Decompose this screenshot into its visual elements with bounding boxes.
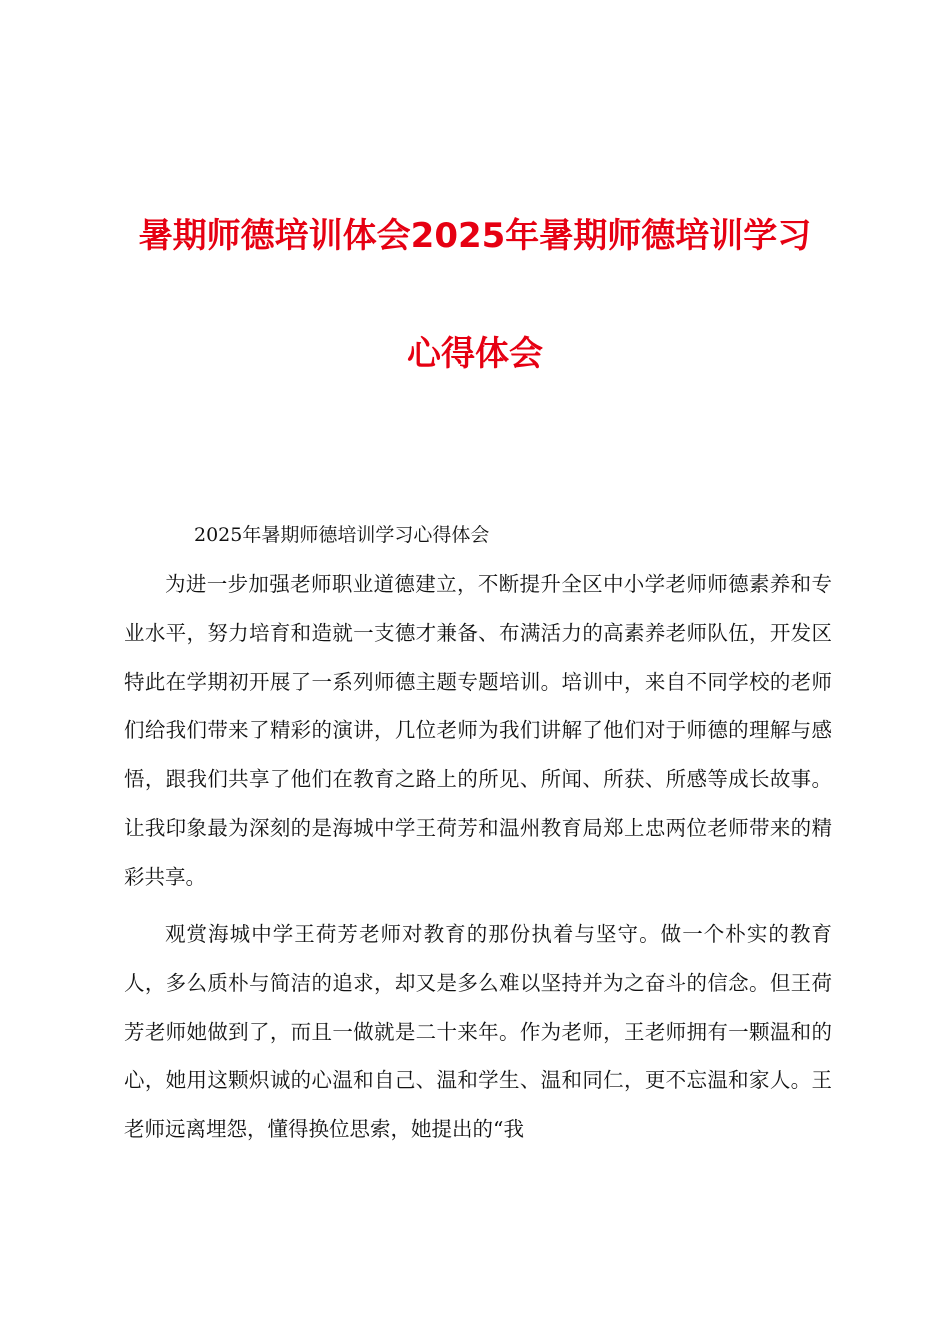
- document-title-line-2: 心得体会: [407, 334, 543, 374]
- body-paragraph-1: 为进一步加强老师职业道德建立，不断提升全区中小学老师师德素养和专业水平，努力培育和造就一支德才兼备、布满活力的高素养老师队伍，开发区特此在学期初开展了一系列师德主题专题培训。培训中，来自不同学校的老师们给我们带来了精彩的演讲，几位老师为我们讲解了他们对于师德的理解与感悟，跟我们共享了他们在教育之路上的所见、所闻、所获、所感等成长故事。让我印象最为深刻的是海城中学王荷芳和温州教育局郑上忠两位老师带来的精彩共享。: [124, 572, 832, 889]
- document-title-line-1: 暑期师德培训体会2025年暑期师德培训学习: [138, 216, 812, 256]
- body-paragraph-2: 观赏海城中学王荷芳老师对教育的那份执着与坚守。做一个朴实的教育人，多么质朴与简洁的追求，却又是多么难以坚持并为之奋斗的信念。但王荷芳老师她做到了，而且一做就是二十来年。作为老师，王老师拥有一颗温和的心，她用这颗炽诚的心温和自己、温和学生、温和同仁，更不忘温和家人。王老师远离埋怨，懂得换位思索，她提出的“我: [124, 922, 832, 1142]
- section-heading: 2025年暑期师德培训学习心得体会: [194, 524, 490, 546]
